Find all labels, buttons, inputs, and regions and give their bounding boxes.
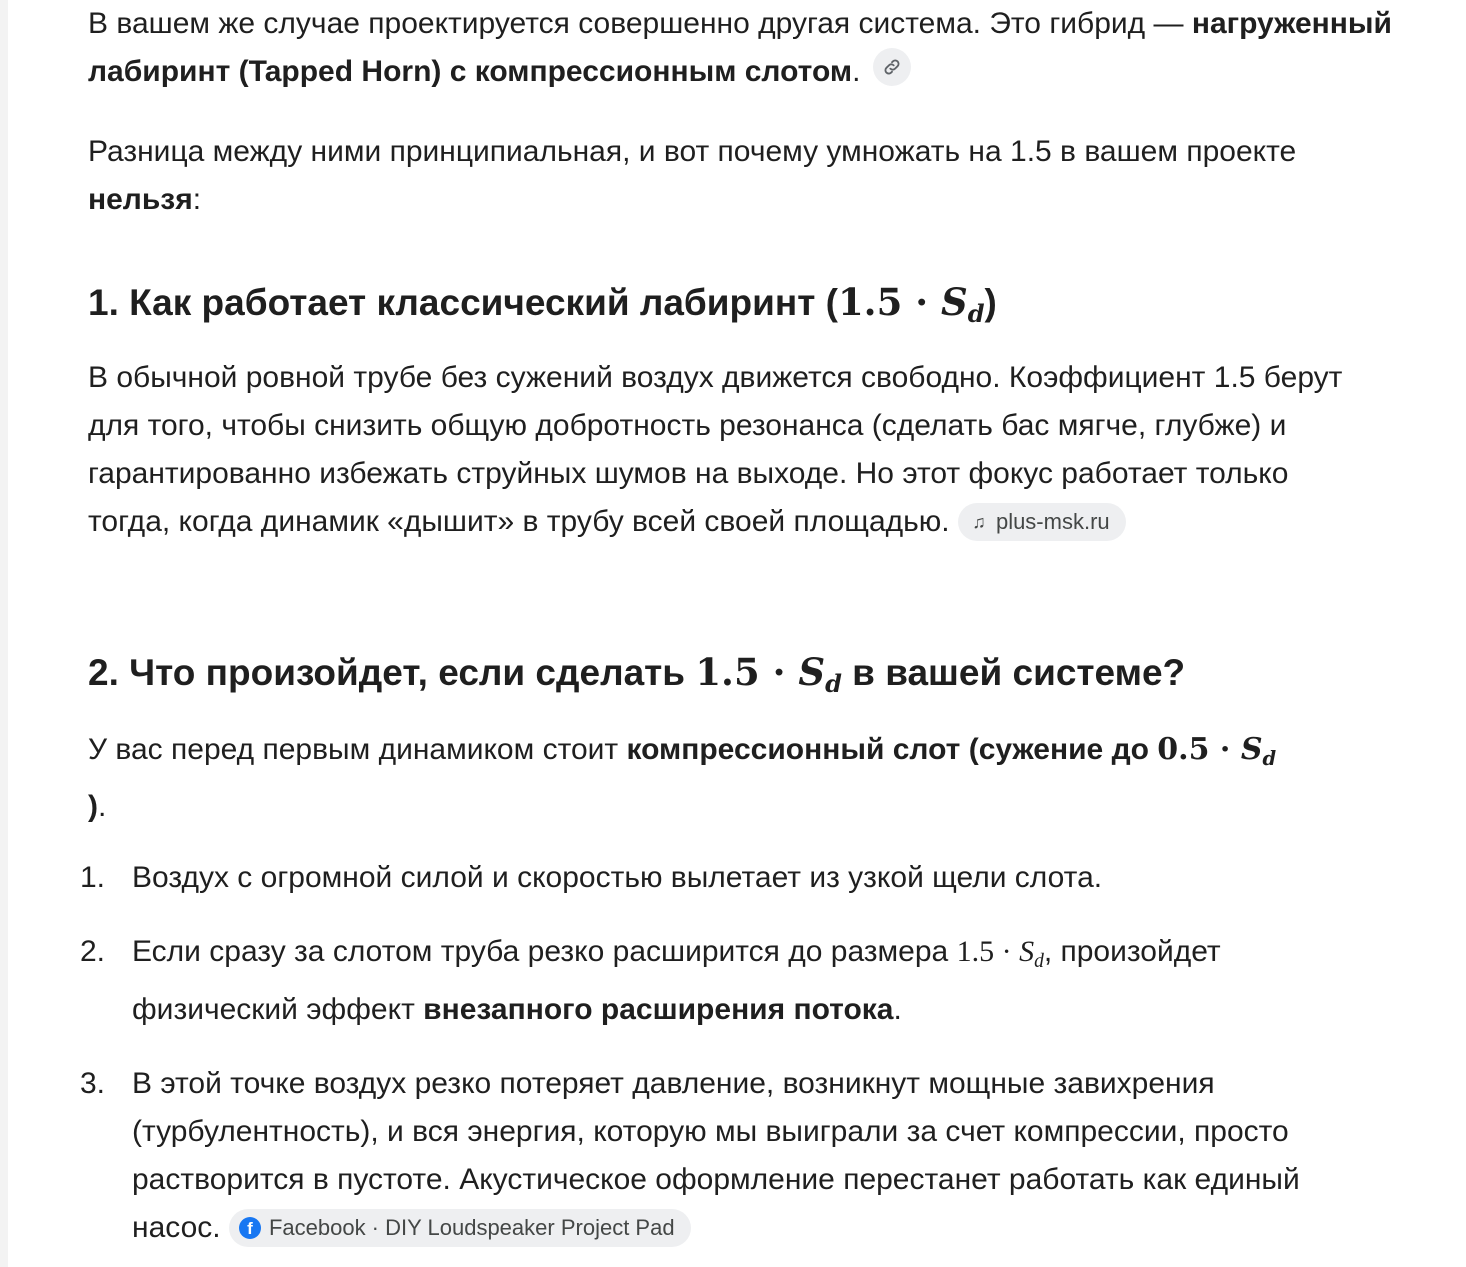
paragraph-compression-slot: У вас перед первым динамиком стоит компрессионный слот (сужение до $0.5 \cdot S_d$ ). (88, 732, 1277, 823)
formula-1-5-sd: $1.5 \cdot S_d$ (837, 280, 985, 329)
bold-tapped-horn: нагруженный лабиринт (Tapped Horn) с компрессионным слотом (88, 7, 1392, 88)
paragraph-hybrid: В вашем же случае проектируется совершенно другая система. Это гибрид — нагруженный лабиринт (Tapped Horn) с компрессионным слотом. (88, 7, 1392, 88)
formula-1-5-sd: $1.5 \cdot S_d$ (695, 650, 842, 699)
facebook-icon: f (239, 1217, 261, 1239)
source-link-button[interactable] (873, 48, 911, 86)
list-item: 3. В этой точке воздух резко потеряет давление, возникнут мощные завихрения (турбулентность), и вся энергия, которую мы выиграли за счет компрессии, просто растворится в пустоте. Акустическое оформление перестанет работать как единый насос. f Facebook · DIY Loudspeaker Project Pad (88, 1060, 1378, 1252)
formula-1-5-sd-inline: $1.5 \cdot S_d$ (956, 935, 1044, 972)
list-item: 2. Если сразу за слотом труба резко расширится до размера $1.5 \cdot S_d$, произойдет физический эффект внезапного расширения потока. (80, 935, 1221, 1026)
source-chip-plus-msk[interactable]: ♫ plus-msk.ru (958, 503, 1126, 541)
list-item: 1. Воздух с огромной силой и скоростью вылетает из узкой щели слота. (80, 861, 1103, 894)
heading-what-happens: 2. Что произойдет, если сделать $1.5 \cdot S_d$ в вашей системе? (88, 650, 1186, 699)
music-note-icon: ♫ (972, 512, 986, 532)
left-border (0, 0, 8, 1267)
numbered-list (80, 854, 1378, 1252)
heading-classic-labyrinth: 1. Как работает классический лабиринт $(1.5 \cdot S_d)$ (88, 280, 997, 329)
paragraph-classic: В обычной ровной трубе без сужений воздух движется свободно. Коэффициент 1.5 берут для того, чтобы снизить общую добротность резонанса (сделать бас мягче, глубже) и гарантированно избежать струйных шумов на выходе. Но этот фокус работает только тогда, когда динамик «дышит» в трубу всей своей площадью. ♫ plus-msk.ru (88, 354, 1368, 546)
link-icon (882, 57, 902, 77)
paragraph-difference: Разница между ними принципиальная, и вот почему умножать на 1.5 в вашем проекте нельзя: (88, 135, 1297, 216)
formula-0-5-sd: $0.5 \cdot S_d$ (1157, 732, 1277, 770)
source-chip-facebook[interactable]: f Facebook · DIY Loudspeaker Project Pad (229, 1209, 691, 1247)
